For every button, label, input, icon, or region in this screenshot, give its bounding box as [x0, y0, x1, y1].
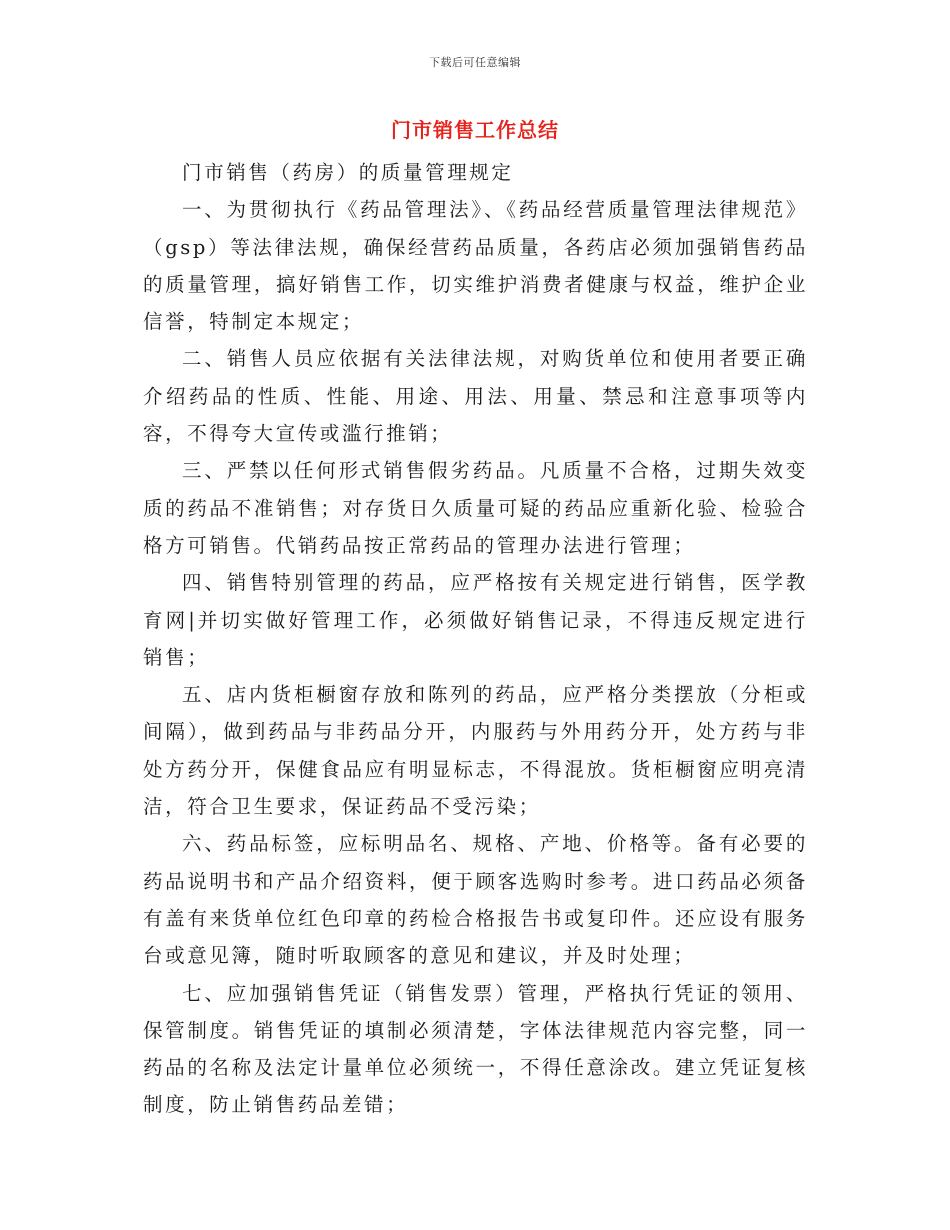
document-body — [143, 154, 808, 1124]
paragraph-4: 四、销售特别管理的药品，应严格按有关规定进行销售，医学教育网|并切实做好管理工作，必须做好销售记录，不得违反规定进行销售； — [143, 571, 808, 669]
paragraph-7: 七、应加强销售凭证（销售发票）管理，严格执行凭证的领用、保管制度。销售凭证的填制必须清楚，字体法律规范内容完整，同一药品的名称及法定计量单位必须统一，不得任意涂改。建立凭证复核制度，防止销售药品差错； — [143, 981, 808, 1117]
paragraph-3: 三、严禁以任何形式销售假劣药品。凡质量不合格，过期失效变质的药品不准销售；对存货日久质量可疑的药品应重新化验、检验合格方可销售。代销药品按正常药品的管理办法进行管理； — [143, 459, 808, 557]
paragraph-1: 一、为贯彻执行《药品管理法》、《药品经营质量管理法律规范》（gsp）等法律法规，确保经营药品质量，各药店必须加强销售药品的质量管理，搞好销售工作，切实维护消费者健康与权益，维护企业信誉，特制定本规定； — [143, 198, 808, 334]
paragraph-5: 五、店内货柜橱窗存放和陈列的药品，应严格分类摆放（分柜或间隔），做到药品与非药品分开，内服药与外用药分开，处方药与非处方药分开，保健食品应有明显标志，不得混放。货柜橱窗应明亮清洁，符合卫生要求，保证药品不受污染； — [143, 683, 808, 819]
document-subtitle: 门市销售（药房）的质量管理规定 — [182, 161, 514, 184]
header-note: 下载后可任意编辑 — [429, 56, 521, 69]
paragraph-2: 二、销售人员应依据有关法律法规，对购货单位和使用者要正确介绍药品的性质、性能、用途、用法、用量、禁忌和注意事项等内容，不得夸大宣传或滥行推销； — [143, 347, 808, 446]
document-title: 门市销售工作总结 — [391, 118, 559, 142]
paragraph-6: 六、药品标签，应标明品名、规格、产地、价格等。备有必要的药品说明书和产品介绍资料，便于顾客选购时参考。进口药品必须备有盖有来货单位红色印章的药检合格报告书或复印件。还应设有服务台或意见簿，随时听取顾客的意见和建议，并及时处理； — [143, 832, 808, 968]
